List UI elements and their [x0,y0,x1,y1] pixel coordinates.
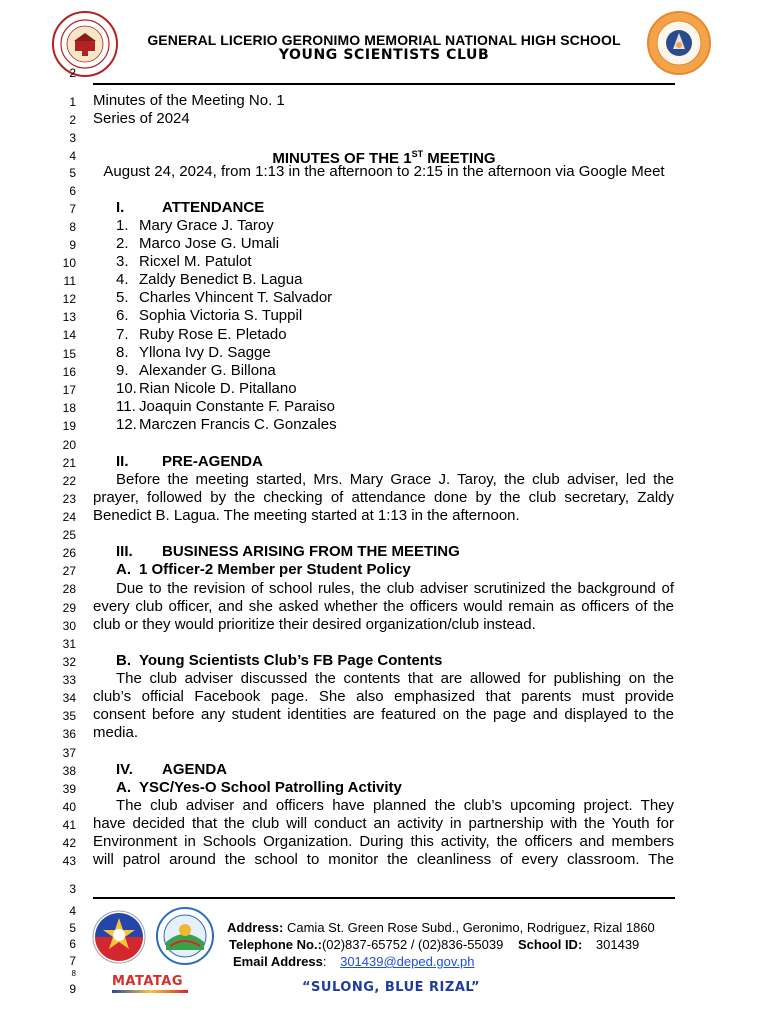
line-number: 10 [62,256,76,270]
line-number: 1 [69,95,76,109]
matatag-logo [112,974,190,998]
footer-line-number: 8 [71,969,76,978]
title-meeting: MEETING [423,150,496,167]
attendance-number: 10. [116,380,137,397]
address-label: Address: [227,920,284,935]
line-number: 31 [62,637,76,651]
line-number: 22 [62,474,76,488]
section-title-agenda: AGENDA [162,761,228,778]
paragraph-line: media. [93,724,139,741]
line-number: 17 [62,383,76,397]
paragraph-line: The club adviser discussed the contents that are allowed for publishing on the [116,670,674,687]
attendance-number: 3. [116,253,129,270]
subsection-label: B. [116,652,131,669]
attendance-number: 9. [116,362,129,379]
footer-line-number: 4 [69,904,76,918]
footer-line-number: 7 [69,954,76,968]
attendee-name: Zaldy Benedict B. Lagua [139,271,303,288]
line-number: 30 [62,619,76,633]
title-main: MINUTES OF THE 1 [272,150,412,167]
attendee-name: Mary Grace J. Taroy [139,217,274,234]
line-number: 32 [62,655,76,669]
line-number: 13 [62,310,76,324]
paragraph-line: club’s official Facebook page. She also emphasized that parents must provide [93,688,674,705]
attendance-number: 5. [116,289,129,306]
attendance-number: 4. [116,271,129,288]
title-ordinal: ST [411,149,424,159]
subsection-title: YSC/Yes-O School Patrolling Activity [139,779,402,796]
attendee-name: Ricxel M. Patulot [139,253,252,270]
line-number: 15 [62,347,76,361]
paragraph-line: have decided that the club will conduct an activity in partnership with the Youth for [93,815,674,832]
line-number: 16 [62,365,76,379]
attendee-name: Sophia Victoria S. Tuppil [139,307,303,324]
attendance-number: 2. [116,235,129,252]
line-number: 23 [62,492,76,506]
line-number: 3 [69,131,76,145]
line-number: 27 [62,564,76,578]
line-number: 39 [62,782,76,796]
attendee-name: Joaquin Constante F. Paraiso [139,398,335,415]
line-number: 42 [62,836,76,850]
minutes-number: Minutes of the Meeting No. 1 [93,92,285,109]
line-number: 19 [62,419,76,433]
section-numeral-agenda: IV. [116,761,133,778]
slogan: “SULONG, BLUE RIZAL” [302,980,481,995]
attendance-number: 1. [116,217,129,234]
school-id-label: School ID: [518,937,583,952]
line-number: 43 [62,854,76,868]
line-number: 24 [62,510,76,524]
line-number: 4 [69,149,76,163]
paragraph-line: will patrol around the school to monitor the cleanliness of every classroom. The [93,851,674,868]
line-number: 29 [62,601,76,615]
line-number: 35 [62,709,76,723]
subsection-label: A. [116,779,131,796]
line-number: 14 [62,328,76,342]
section-numeral-business: III. [116,543,133,560]
line-number: 33 [62,673,76,687]
line-number: 37 [62,746,76,760]
line-number: 7 [69,202,76,216]
line-number: 9 [69,238,76,252]
email-line [233,953,475,970]
attendance-number: 8. [116,344,129,361]
attendance-number: 6. [116,307,129,324]
deped-logo [90,906,148,964]
header-divider [93,83,675,85]
telephone-line [229,936,503,953]
line-number: 6 [69,184,76,198]
school-name: GENERAL LICERIO GERONIMO MEMORIAL NATIONAL HIGH SCHOOL [147,32,621,48]
rizal-division-logo [152,906,218,966]
footer-line-number: 9 [69,982,76,996]
address-line [227,919,655,936]
line-number: 28 [62,582,76,596]
paragraph-line: prayer, followed by the checking of attendance done by the club secretary, Zaldy [93,489,674,506]
email-label: Email Address [233,954,323,969]
line-number: 38 [62,764,76,778]
paragraph-line: consent before any student identities are featured on the page and displayed to the [93,706,674,723]
line-number: 25 [62,528,76,542]
attendee-name: Marco Jose G. Umali [139,235,280,252]
attendee-name: Charles Vhincent T. Salvador [139,289,333,306]
line-number: 12 [62,292,76,306]
series-year: Series of 2024 [93,110,190,127]
footer-divider [93,897,675,899]
line-number: 8 [69,220,76,234]
attendee-name: Rian Nicole D. Pitallano [139,380,297,397]
section-numeral-attendance: I. [116,199,125,216]
attendance-number: 11. [116,398,136,415]
paragraph-line: Benedict B. Lagua. The meeting started at 1:13 in the afternoon. [93,507,520,524]
line-number: 21 [62,456,76,470]
matatag-text: MATATAG [112,974,183,989]
line-number: 40 [62,800,76,814]
paragraph-line: Due to the revision of school rules, the club adviser scrutinized the background of [116,580,674,597]
paragraph-line: Before the meeting started, Mrs. Mary Grace J. Taroy, the club adviser, led the [116,471,674,488]
line-number: 2 [69,113,76,127]
email-link[interactable]: 301439@deped.gov.ph [340,954,475,969]
footer-line-number: 6 [69,937,76,951]
line-number: 18 [62,401,76,415]
header-page-number: 2 [69,66,76,80]
section-numeral-pre-agenda: II. [116,453,129,470]
subsection-title: Young Scientists Club’s FB Page Contents [139,652,443,669]
line-number: 20 [62,438,76,452]
attendee-name: Alexander G. Billona [139,362,276,379]
subsection-title: 1 Officer-2 Member per Student Policy [139,561,411,578]
paragraph-line: every club officer, and she asked whether the officers would remain as officers of the [93,598,674,615]
meeting-datetime: August 24, 2024, from 1:13 in the afternoon to 2:15 in the afternoon via Google Meet [103,163,665,180]
email-colon: : [322,954,327,969]
line-number: 36 [62,727,76,741]
paragraph-line: Environment in Schools Organization. During this activity, the officers and members [93,833,674,850]
telephone-value: (02)837-65752 / (02)836-55039 [321,937,504,952]
subsection-label: A. [116,561,131,578]
attendee-name: Marczen Francis C. Gonzales [139,416,337,433]
line-number: 5 [69,166,76,180]
attendee-name: Ruby Rose E. Pletado [139,326,287,343]
paragraph-line: The club adviser and officers have planned the club’s upcoming project. They [116,797,674,814]
school-id-line [518,936,639,953]
attendance-number: 12. [116,416,137,433]
line-number: 34 [62,691,76,705]
section-title-pre-agenda: PRE-AGENDA [162,453,263,470]
line-number: 41 [62,818,76,832]
section-title-business: BUSINESS ARISING FROM THE MEETING [162,543,460,560]
matatag-underline [112,990,188,993]
footer-line-number: 3 [69,882,76,896]
address-value: Camia St. Green Rose Subd., Geronimo, Rodriguez, Rizal 1860 [286,920,655,935]
school-id-value: 301439 [595,937,640,952]
attendee-name: Yllona Ivy D. Sagge [139,344,271,361]
line-number: 11 [63,274,76,288]
section-title-attendance: ATTENDANCE [162,199,265,216]
telephone-label: Telephone No.: [229,937,322,952]
footer-line-number: 5 [69,921,76,935]
line-number: 26 [62,546,76,560]
club-name: YOUNG SCIENTISTS CLUB [278,47,490,63]
attendance-number: 7. [116,326,129,343]
paragraph-line: club or they would prioritize their desired organization/club instead. [93,616,536,633]
